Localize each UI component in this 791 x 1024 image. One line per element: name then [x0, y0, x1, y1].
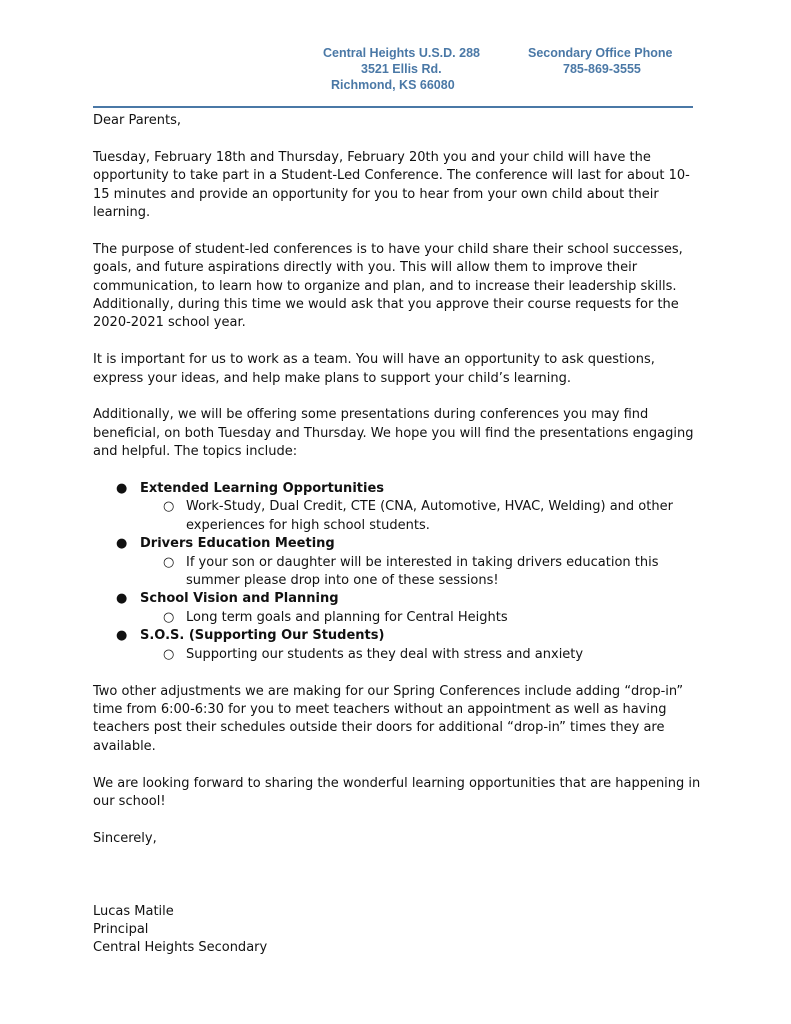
- phone-label: Secondary Office Phone: [528, 46, 673, 60]
- topic-title: School Vision and Planning: [140, 591, 339, 607]
- street-address: 3521 Ellis Rd.: [361, 62, 442, 76]
- topic-detail: Supporting our students as they deal with stress and anxiety: [186, 646, 584, 662]
- topic-title: Drivers Education Meeting: [140, 536, 335, 552]
- paragraph-purpose: The purpose of student-led conferences is to have your child share their school successes, goals, and future aspirations directly with you. This will allow them to improve their communication, to learn how to organize and plan, and to increase their leadership skills. Additionally, during this time we would ask that you approve their course requests for the 2020-2021 school year.: [93, 241, 683, 331]
- greeting: Dear Parents,: [93, 113, 181, 128]
- phone-number: 785-869-3555: [563, 62, 641, 76]
- topic-detail: Long term goals and planning for Central Heights: [186, 609, 508, 625]
- closing: Sincerely,: [93, 830, 157, 846]
- topic-item: [93, 480, 705, 498]
- topic-title: Extended Learning Opportunities: [140, 481, 384, 497]
- paragraph-adjustments: Two other adjustments we are making for our Spring Conferences include adding “drop-in” time from 6:00-6:30 for you to meet teachers without an appointment as well as having teachers post their schedules outside their doors for additional “drop-in” times they are available.: [93, 683, 684, 754]
- topic-item: [93, 627, 705, 645]
- paragraph-presentations: Additionally, we will be offering some presentations during conferences you may find beneficial, on both Tuesday and Thursday. We hope you will find the presentations engaging and helpful. The topics include:: [93, 407, 694, 460]
- letterhead-divider: [93, 106, 693, 108]
- bullet-icon: ●: [116, 536, 128, 552]
- signature-space: [93, 867, 705, 903]
- letter-body: [93, 112, 705, 958]
- topic-item: [93, 535, 705, 553]
- paragraph-intro: Tuesday, February 18th and Thursday, February 20th you and your child will have the opportunity to take part in a Student-Led Conference. The conference will last for about 10-15 minutes and provide an opportunity for you to hear from your own child about their learning.: [93, 149, 690, 221]
- signature-title: Principal: [93, 921, 149, 937]
- topic-detail-item: [93, 609, 705, 627]
- topic-title: S.O.S. (Supporting Our Students): [140, 628, 385, 644]
- circle-bullet-icon: ○: [163, 499, 175, 515]
- signature-name: Lucas Matile: [93, 903, 174, 919]
- signature-school: Central Heights Secondary: [93, 940, 268, 956]
- topic-item: [93, 590, 705, 608]
- paragraph-team: It is important for us to work as a team. You will have an opportunity to ask questions, express your ideas, and help make plans to support your child’s learning.: [93, 352, 655, 386]
- bullet-icon: ●: [116, 481, 128, 497]
- paragraph-closing-remark: We are looking forward to sharing the wonderful learning opportunities that are happening in our school!: [93, 775, 701, 809]
- topic-detail-item: [93, 646, 705, 664]
- bullet-icon: ●: [116, 628, 128, 644]
- circle-bullet-icon: ○: [163, 646, 175, 662]
- circle-bullet-icon: ○: [163, 609, 175, 625]
- topics-list: [93, 480, 705, 664]
- topic-detail-item: [93, 498, 705, 535]
- topic-detail: Work-Study, Dual Credit, CTE (CNA, Automotive, HVAC, Welding) and other experiences for high school students.: [186, 499, 673, 533]
- topic-detail-item: [93, 554, 705, 591]
- topic-detail: If your son or daughter will be interested in taking drivers education this summer please drop into one of these sessions!: [186, 554, 659, 589]
- bullet-icon: ●: [116, 591, 128, 607]
- district-name: Central Heights U.S.D. 288: [323, 46, 480, 60]
- city-address: Richmond, KS 66080: [331, 78, 455, 92]
- circle-bullet-icon: ○: [163, 554, 175, 570]
